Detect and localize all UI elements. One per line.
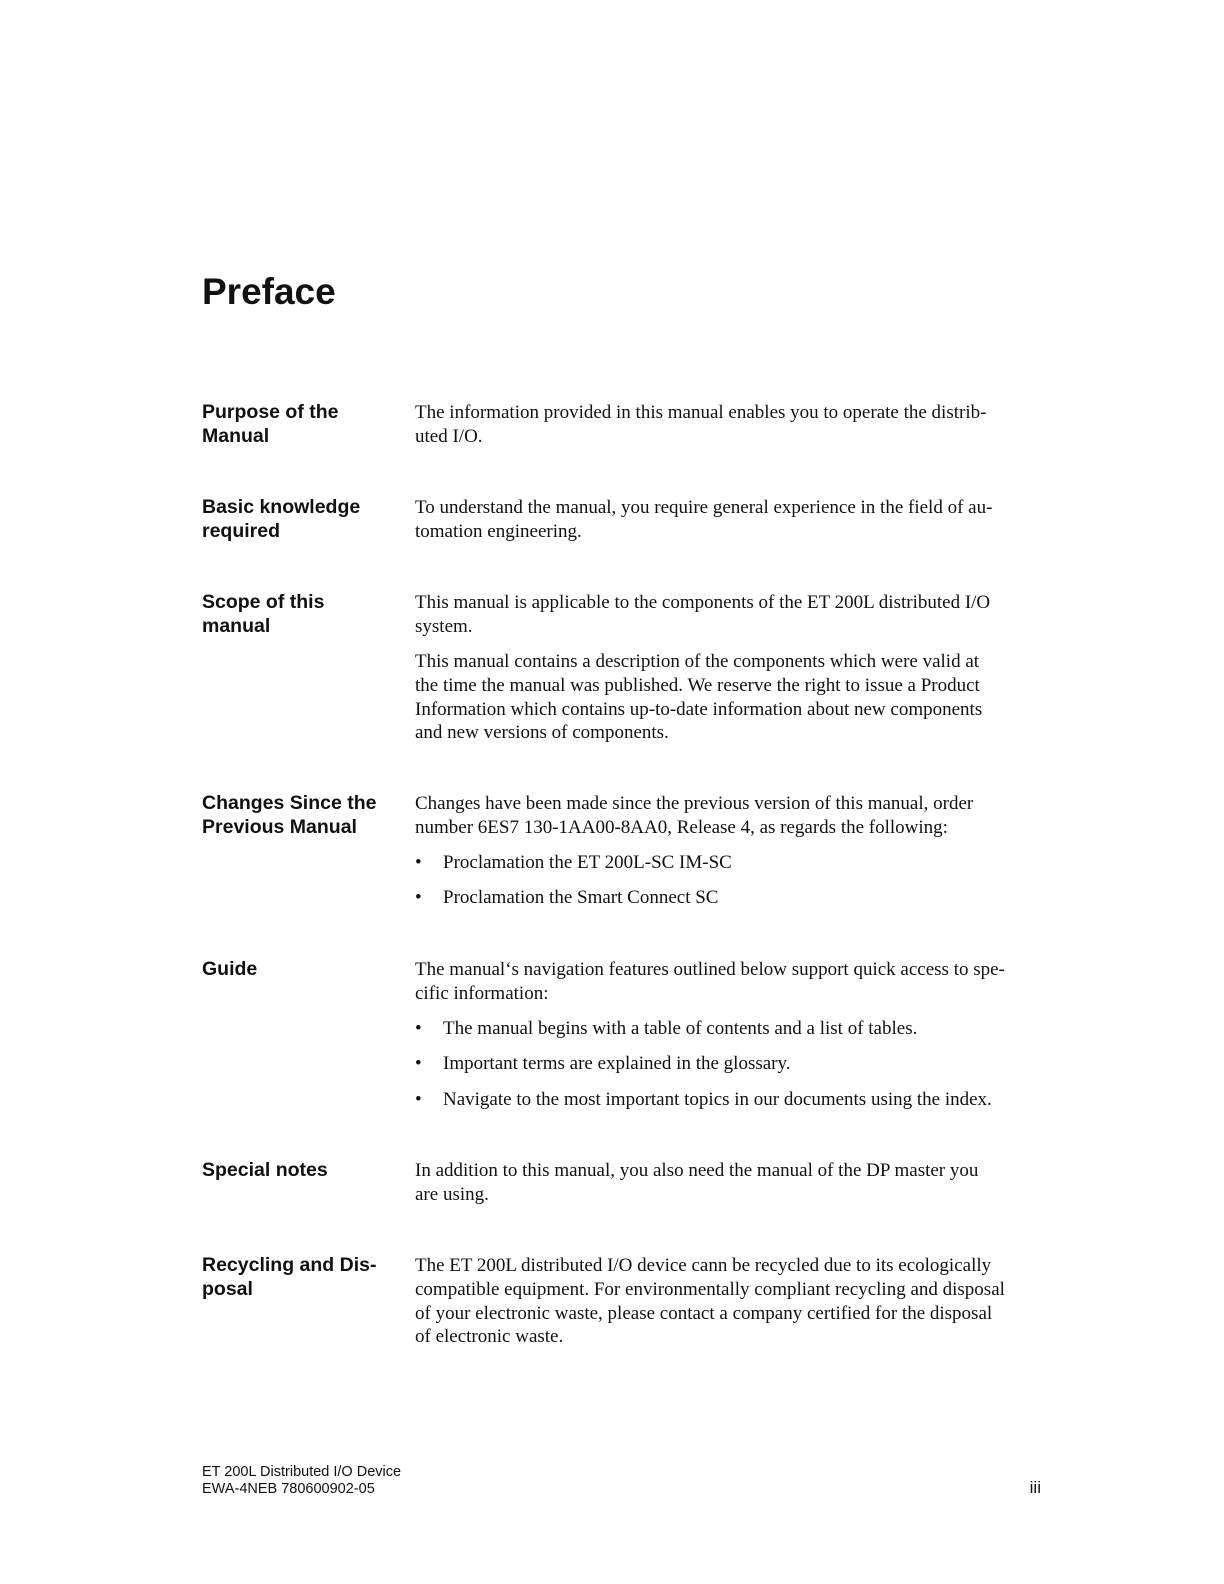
text-line: of electronic waste. [415,1326,564,1348]
paragraph [415,401,1047,449]
list-item-text: Navigate to the most important topics in our documents using the index. [443,1088,992,1110]
text-line: The manual‘s navigation features outlined below support quick access to spe- [415,959,1005,980]
section-heading [202,1159,402,1183]
text-line: The ET 200L distributed I/O device cann be recycled due to its ecologically [415,1255,992,1276]
paragraph [415,958,1047,1006]
section-heading [202,591,402,638]
text-line: In addition to this manual, you also need the manual of the DP master you [415,1160,979,1181]
bullet-icon: • [415,1088,422,1110]
heading-line: required [202,519,281,542]
heading-line: Purpose of the [202,401,339,423]
section-heading [202,1254,402,1301]
list-item-text: Proclamation the ET 200L-SC IM-SC [443,852,732,874]
heading-line: Basic knowledge [202,496,361,518]
text-line: The information provided in this manual enables you to operate the distrib- [415,402,987,423]
section-body [415,958,1047,1123]
heading-line: Scope of this [202,591,325,613]
list-item-text: Important terms are explained in the glossary. [443,1053,791,1075]
list-item [415,1052,1047,1076]
paragraph [415,1159,1047,1207]
list-item [415,1088,1047,1112]
text-line: uted I/O. [415,425,483,447]
list-item-text: Proclamation the Smart Connect SC [443,887,719,909]
footer-order-number: EWA-4NEB 780600902-05 [202,1480,375,1497]
list-item [415,851,1047,875]
text-line: are using. [415,1183,489,1205]
section-body [415,1159,1047,1218]
paragraph [415,1254,1047,1349]
bullet-icon: • [415,1018,422,1040]
text-line: compatible equipment. For environmentally compliant recycling and disposal [415,1278,1005,1300]
list-item [415,886,1047,910]
page-title: Preface [202,271,336,312]
list-item [415,1017,1047,1041]
text-line: system. [415,615,473,637]
bullet-icon: • [415,887,422,909]
section-body [415,496,1047,555]
bullet-list [415,851,1047,910]
paragraph [415,792,1047,840]
heading-line: Previous Manual [202,815,357,838]
section-body [415,591,1047,757]
text-line: cific information: [415,982,549,1004]
section-heading [202,496,402,543]
footer-document-title: ET 200L Distributed I/O Device [202,1464,402,1480]
heading-line: Changes Since the [202,792,377,814]
bullet-list [415,1017,1047,1111]
paragraph [415,650,1047,745]
section-heading [202,958,402,982]
text-line: tomation engineering. [415,520,582,542]
page-footer [202,1464,401,1497]
heading-line: Manual [202,424,270,447]
heading-line: posal [202,1277,253,1300]
text-line: and new versions of components. [415,722,669,744]
section-body [415,1254,1047,1361]
text-line: number 6ES7 130-1AA00-8AA0, Release 4, as regards the following: [415,816,948,838]
text-line: This manual is applicable to the components of the ET 200L distributed I/O [415,592,991,613]
text-line: This manual contains a description of the components which were valid at [415,651,980,673]
section-heading [202,792,402,839]
heading-line: Special notes [202,1159,328,1181]
text-line: Changes have been made since the previous version of this manual, order [415,793,974,814]
list-item-text: The manual begins with a table of contents and a list of tables. [443,1018,918,1040]
text-line: Information which contains up-to-date information about new components [415,698,983,720]
heading-line: Guide [202,958,258,980]
paragraph [415,591,1047,639]
heading-line: Recycling and Dis- [202,1254,377,1276]
text-line: of your electronic waste, please contact a company certified for the disposal [415,1302,993,1324]
section-body [415,401,1047,460]
bullet-icon: • [415,1053,422,1075]
text-line: To understand the manual, you require general experience in the field of au- [415,497,993,518]
paragraph [415,496,1047,544]
section-heading [202,401,402,448]
page-number: iii [1029,1478,1041,1497]
section-body [415,792,1047,922]
bullet-icon: • [415,852,422,874]
heading-line: manual [202,614,271,637]
text-line: the time the manual was published. We reserve the right to issue a Product [415,674,980,696]
